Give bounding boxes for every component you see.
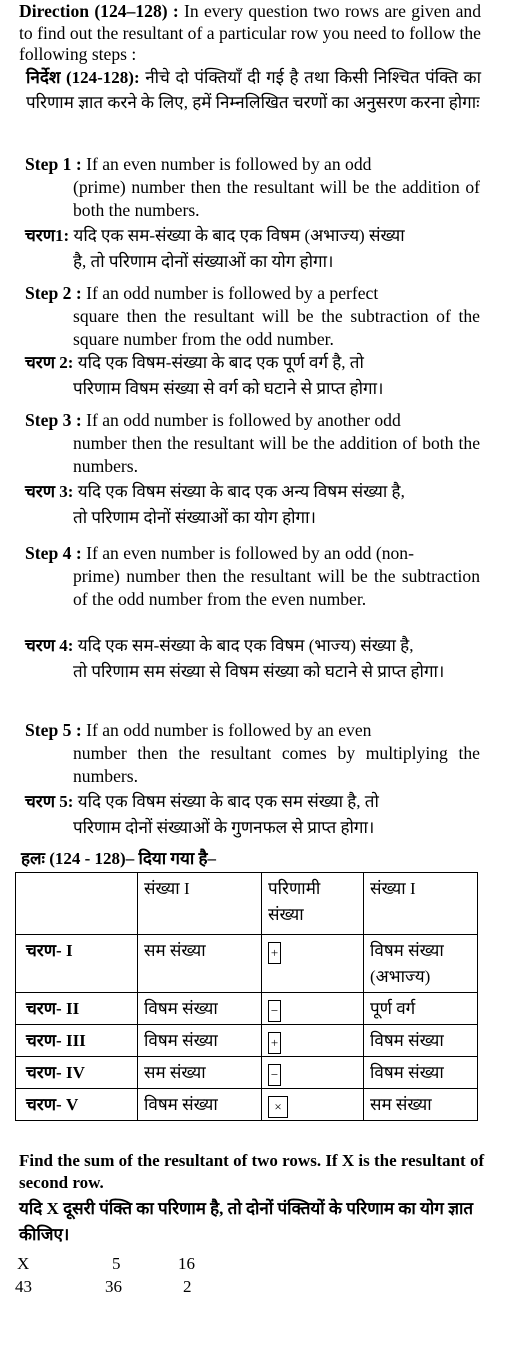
step-5-rest: number then the resultant comes by multiplying the numbers. (73, 743, 480, 786)
table-cell-op (262, 1057, 364, 1089)
step-5-first-line: If an odd number is followed by an even (81, 720, 372, 740)
step-5-hindi-rest: परिणाम दोनों संख्याओं के गुणनफल से प्राप्त होगा। (73, 818, 375, 837)
step-2-hindi-first-line: यदि एक विषम-संख्या के बाद एक पूर्ण वर्ग है, तो (73, 353, 364, 372)
table-row (16, 993, 478, 1025)
direction-english (19, 1, 481, 66)
row-1-value-1: X (17, 1254, 30, 1273)
step-4-label: Step 4 : (25, 543, 82, 563)
step-1-hindi (25, 223, 480, 275)
plus-box: + (268, 942, 281, 964)
step-4-english (25, 542, 480, 611)
table-header-cell: परिणामी संख्या (262, 873, 364, 935)
step-3-rest: number then the resultant will be the addition of both the numbers. (73, 433, 480, 476)
table-cell-op (262, 1089, 364, 1121)
table-cell-second: विषम संख्या (364, 1025, 478, 1057)
table-cell-op (262, 935, 364, 993)
step-2-label: Step 2 : (25, 283, 82, 303)
table-cell-step: चरण- V (16, 1089, 138, 1121)
step-5-label: Step 5 : (25, 720, 82, 740)
step-4-hindi-first-line: यदि एक सम-संख्या के बाद एक विषम (भाज्य) संख्या है, (73, 636, 414, 655)
table-cell-op (262, 993, 364, 1025)
step-4-hindi (25, 633, 480, 685)
minus-box: − (268, 1000, 281, 1022)
plus-box: + (268, 1032, 281, 1054)
step-4-first-line: If an even number is followed by an odd (non- (81, 543, 414, 563)
table-row (16, 1057, 478, 1089)
step-3-english (25, 409, 480, 478)
table-header-row (16, 873, 478, 935)
step-1-hindi-label: चरण1: (25, 226, 70, 245)
multiply-box: × (268, 1096, 288, 1118)
step-1-hindi-rest: है, तो परिणाम दोनों संख्याओं का योग होगा। (73, 252, 334, 271)
step-5-hindi (25, 789, 480, 841)
direction-hindi (26, 66, 481, 115)
table-row (16, 935, 478, 993)
step-3-hindi-rest: तो परिणाम दोनों संख्याओं का योग होगा। (73, 508, 316, 527)
direction-hindi-text: नीचे दो पंक्तियाँ दी गई है तथा किसी निश्चित पंक्ति का परिणाम ज्ञात करने के लिए, हमें निम्नलिखित चरणों का अनुसरण करना होगाः (26, 68, 481, 112)
table-header-cell: संख्या I (138, 873, 262, 935)
step-1-english (25, 153, 480, 222)
table-cell-step: चरण- IV (16, 1057, 138, 1089)
step-3-first-line: If an odd number is followed by another odd (81, 410, 401, 430)
step-1-first-line: If an even number is followed by an odd (81, 154, 372, 174)
step-2-hindi (25, 350, 480, 402)
table-cell-op (262, 1025, 364, 1057)
direction-english-text: In every question two rows are given and to find out the resultant of a particular row you need to follow the following steps : (19, 1, 481, 64)
row-2-value-2: 36 (105, 1277, 122, 1296)
table-row (16, 1089, 478, 1121)
table-cell-first: विषम संख्या (138, 1089, 262, 1121)
step-2-hindi-label: चरण 2: (25, 353, 74, 372)
table-cell-second: विषम संख्या (364, 1057, 478, 1089)
step-2-hindi-rest: परिणाम विषम संख्या से वर्ग को घटाने से प्राप्त होगा। (73, 379, 384, 398)
minus-box: − (268, 1064, 281, 1086)
table-cell-first: सम संख्या (138, 935, 262, 993)
table-header-cell (16, 873, 138, 935)
table-row (16, 1025, 478, 1057)
step-5-hindi-label: चरण 5: (25, 792, 74, 811)
solution-heading: हलः (124 - 128)– दिया गया है– (21, 849, 217, 868)
row-1-value-2: 5 (112, 1254, 121, 1273)
row-2-value-1: 43 (15, 1277, 32, 1296)
table-cell-first: विषम संख्या (138, 1025, 262, 1057)
table-header-cell: संख्या I (364, 873, 478, 935)
table-cell-second: सम संख्या (364, 1089, 478, 1121)
step-4-hindi-rest: तो परिणाम सम संख्या से विषम संख्या को घटाने से प्राप्त होगा। (73, 662, 445, 681)
step-1-rest: (prime) number then the resultant will be the addition of both the numbers. (73, 177, 480, 220)
direction-english-lead: Direction (124–128) : (19, 1, 179, 21)
step-2-english (25, 282, 480, 351)
row-2-value-3: 2 (183, 1277, 192, 1296)
step-3-hindi-label: चरण 3: (25, 482, 74, 501)
step-3-hindi-first-line: यदि एक विषम संख्या के बाद एक अन्य विषम संख्या है, (73, 482, 405, 501)
table-cell-second: पूर्ण वर्ग (364, 993, 478, 1025)
step-4-hindi-label: चरण 4: (25, 636, 74, 655)
step-4-rest: prime) number then the resultant will be the subtraction of the odd number from the even number. (73, 566, 480, 609)
table-cell-step: चरण- II (16, 993, 138, 1025)
question-english: Find the sum of the resultant of two rows. If X is the resultant of second row. (19, 1151, 485, 1192)
direction-hindi-lead: निर्देश (124-128): (26, 68, 140, 87)
step-2-rest: square then the resultant will be the subtraction of the square number from the odd number. (73, 306, 480, 349)
table-cell-step: चरण- I (16, 935, 138, 993)
table-cell-second: विषम संख्या (अभाज्य) (364, 935, 478, 993)
table-cell-step: चरण- III (16, 1025, 138, 1057)
step-1-hindi-first-line: यदि एक सम-संख्या के बाद एक विषम (अभाज्य) संख्या (69, 226, 405, 245)
step-1-label: Step 1 : (25, 154, 82, 174)
steps-table (15, 872, 478, 1121)
question-hindi: यदि X दूसरी पंक्ति का परिणाम है, तो दोनों पंक्तियों के परिणाम का योग ज्ञात कीजिए। (19, 1199, 474, 1244)
step-3-hindi (25, 479, 480, 531)
step-5-english (25, 719, 480, 788)
step-5-hindi-first-line: यदि एक विषम संख्या के बाद एक सम संख्या है, तो (73, 792, 379, 811)
step-2-first-line: If an odd number is followed by a perfect (81, 283, 379, 303)
table-cell-first: सम संख्या (138, 1057, 262, 1089)
table-cell-first: विषम संख्या (138, 993, 262, 1025)
row-1-value-3: 16 (178, 1254, 195, 1273)
step-3-label: Step 3 : (25, 410, 82, 430)
